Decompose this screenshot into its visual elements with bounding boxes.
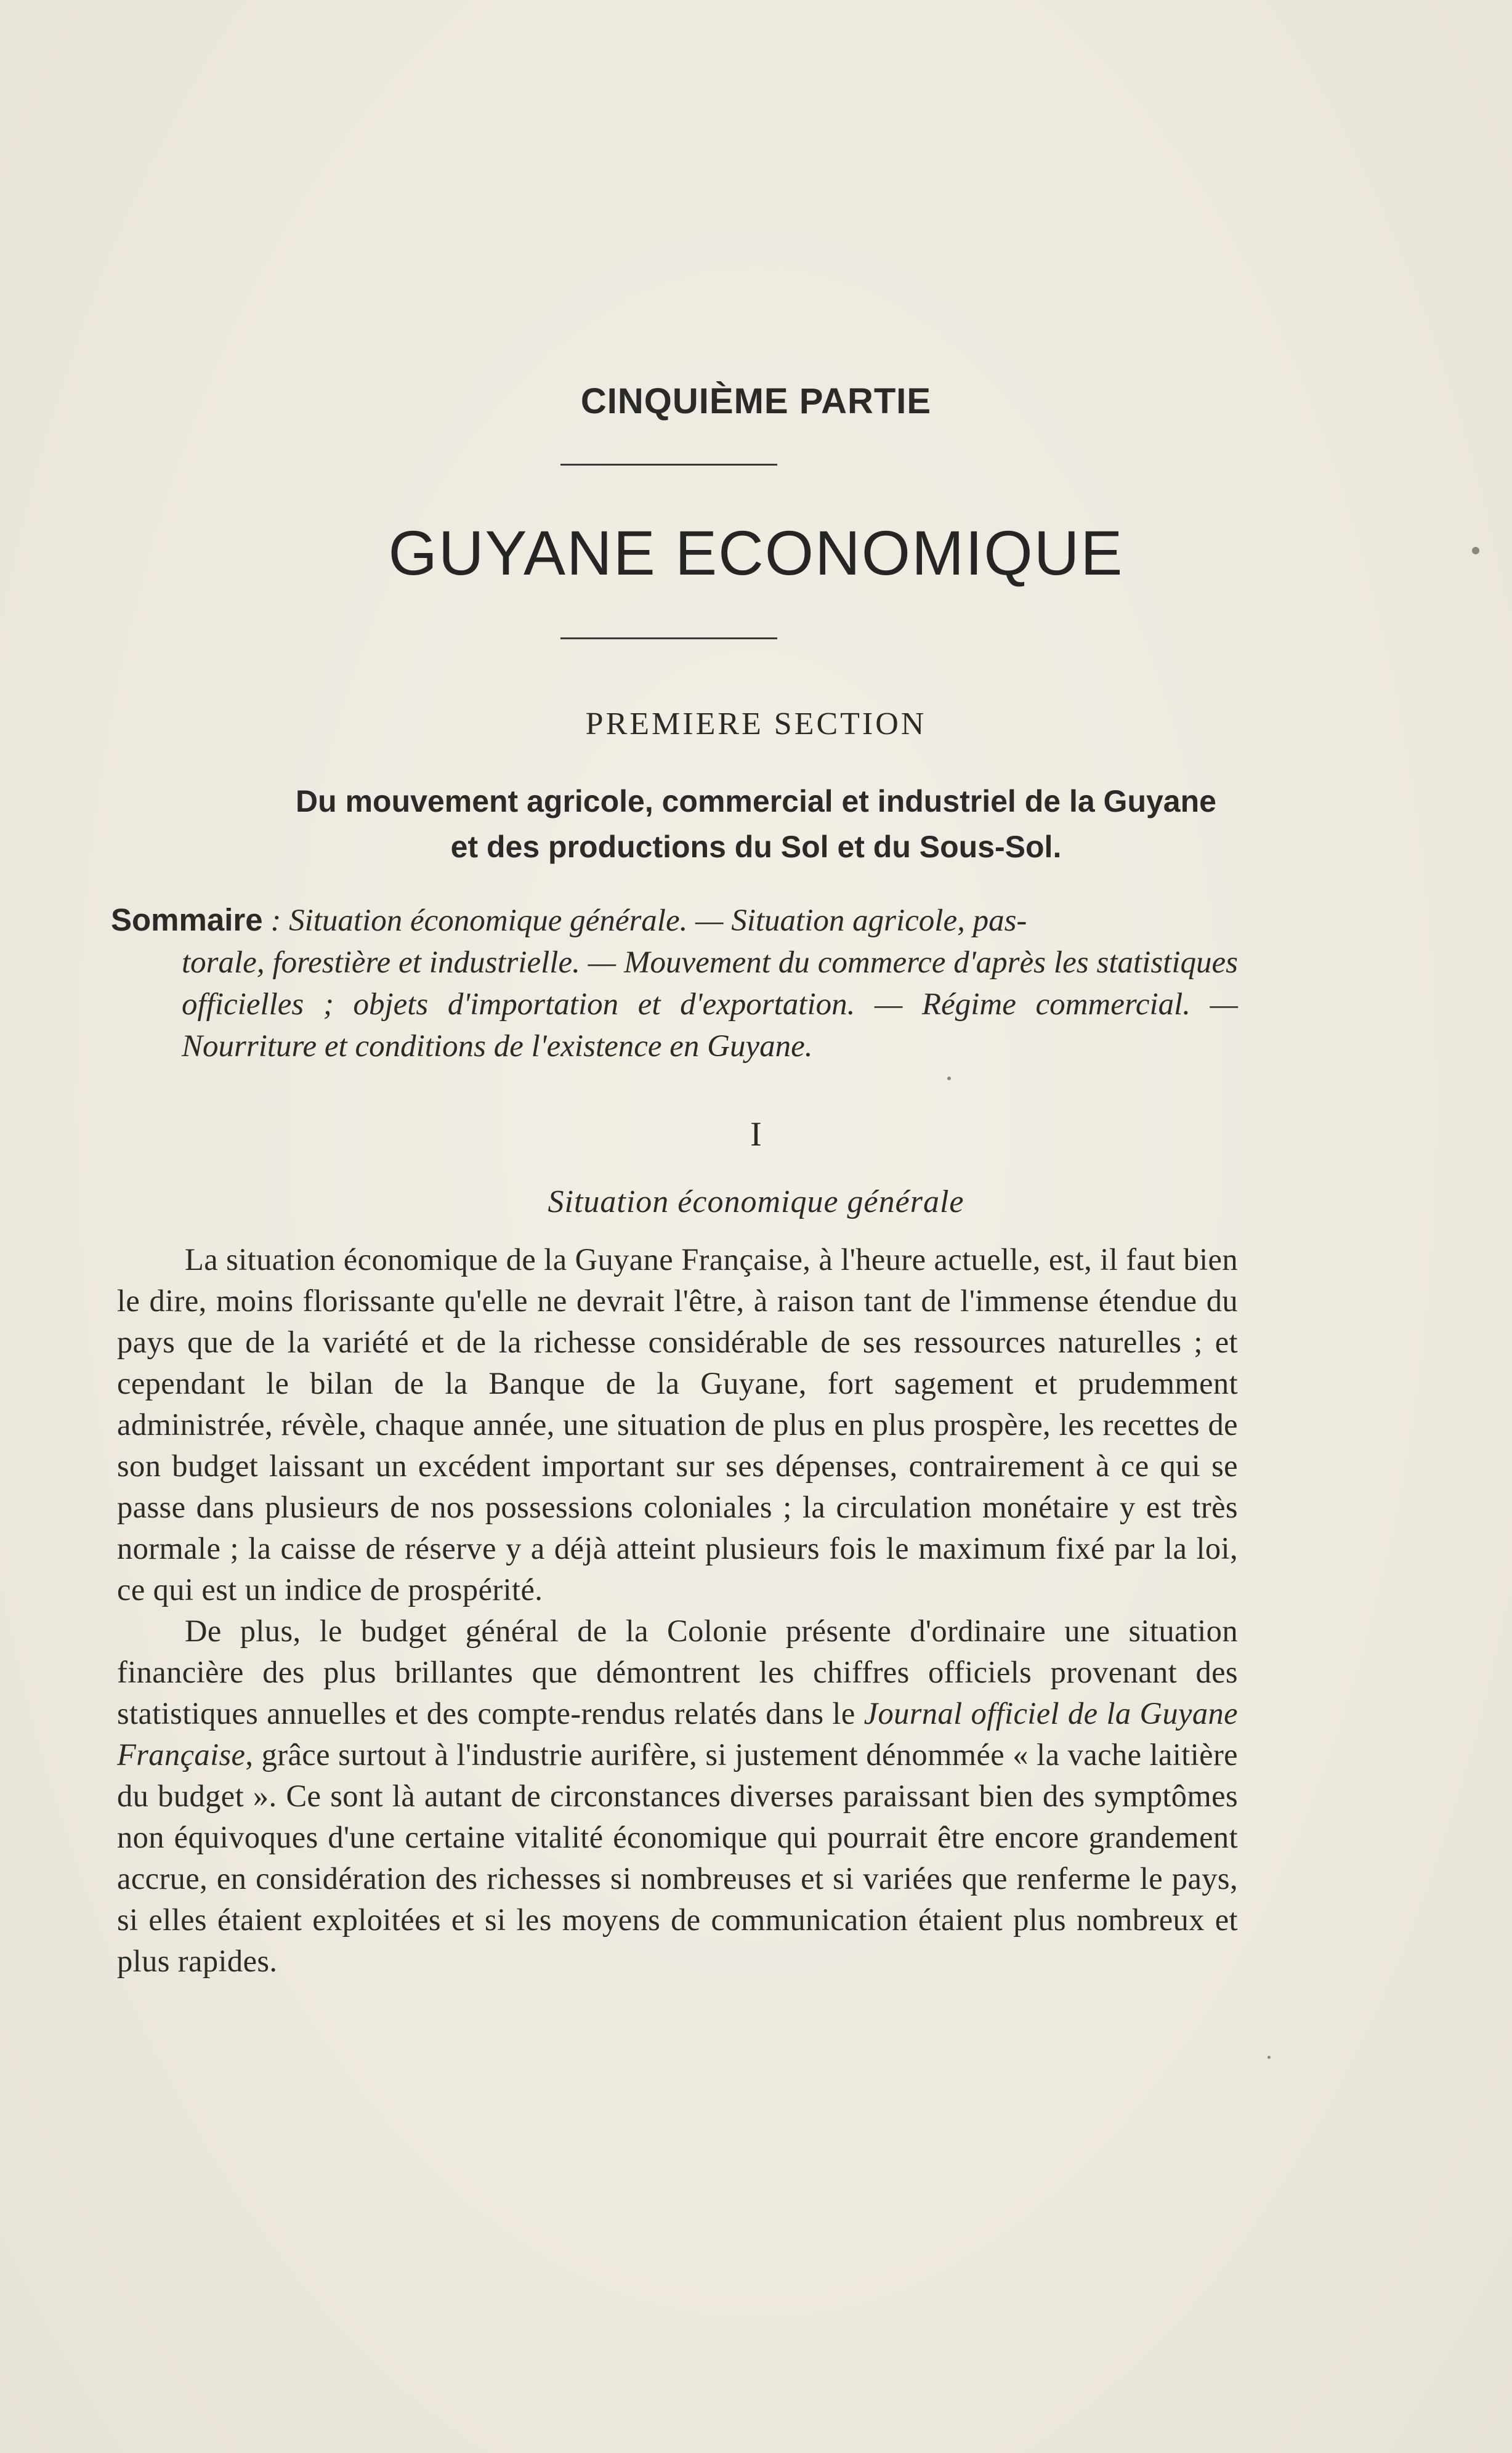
- main-title: GUYANE ECONOMIQUE: [388, 518, 1124, 588]
- bottom-divider: [560, 637, 777, 639]
- paper-speck: [947, 1077, 951, 1080]
- top-divider: [560, 464, 777, 466]
- sommaire-block: [111, 899, 1238, 1067]
- paragraph-2-start: De plus, le budget général de la Colonie présente d'ordinaire une situation financière des plus brillantes que démontrent les chiffres officiels provenant des statistiques annuelles et des compte-rendus relatés dans le: [117, 1614, 1238, 1731]
- sommaire-label: Sommaire: [111, 902, 263, 937]
- section-title: PREMIERE SECTION: [585, 706, 927, 742]
- sommaire-first-line: Situation économique générale. — Situation agricole, pas-: [289, 903, 1027, 938]
- paper-speck: [1267, 2056, 1271, 2059]
- paragraph-2: [117, 1610, 1238, 1982]
- journal-title: Journal officiel de la Guyane Française: [117, 1696, 1238, 1772]
- subtitle-line-1: Du mouvement agricole, commercial et industriel de la Guyane: [296, 784, 1216, 818]
- paragraph-2-end: , grâce surtout à l'industrie aurifère, si justement dénommée « la vache laitière du budget ». Ce sont là autant de circonstances diverses paraissant bien des symptômes non équivoques d'une certaine vitalité économique qui pourrait être encore grandement accrue, en considération des richesses si nombreuses et si variées que renferme le pays, si elles étaient exploitées et si les moyens de communication étaient plus nombreux et plus rapides.: [117, 1737, 1238, 1978]
- paper-speck: [1472, 547, 1479, 554]
- paragraph-1: La situation économique de la Guyane Française, à l'heure actuelle, est, il faut bien le dire, moins florissante qu'elle ne devrait l'être, à raison tant de l'immense étendue du pays que de la variété et de la richesse considérable de ses ressources naturelles ; et cependant le bilan de la Banque de la Guyane, fort sagement et prudemment administrée, révèle, chaque année, une situation de plus en plus prospère, les recettes de son budget laissant un excédent important sur ses dépenses, contrairement à ce qui se passe dans plusieurs de nos possessions coloniales ; la circulation monétaire y est très normale ; la caisse de réserve y a déjà atteint plusieurs fois le maximum fixé par la loi, ce qui est un indice de prospérité.: [117, 1242, 1238, 1607]
- chapter-numeral: I: [750, 1115, 762, 1154]
- section-subtitle: [92, 778, 1420, 870]
- subtitle-line-2: et des productions du Sol et du Sous-Sol.: [450, 830, 1062, 864]
- part-title: CINQUIÈME PARTIE: [580, 381, 932, 421]
- chapter-heading: Situation économique générale: [548, 1184, 964, 1219]
- sommaire-continuation: torale, forestière et industrielle. — Mouvement du commerce d'après les statistiques officielles ; objets d'importation et d'exportation. — Régime commercial. — Nourriture et conditions de l'existence en Guyane.: [182, 945, 1238, 1064]
- body-text: [117, 1239, 1238, 1982]
- sommaire-separator: :: [262, 903, 289, 938]
